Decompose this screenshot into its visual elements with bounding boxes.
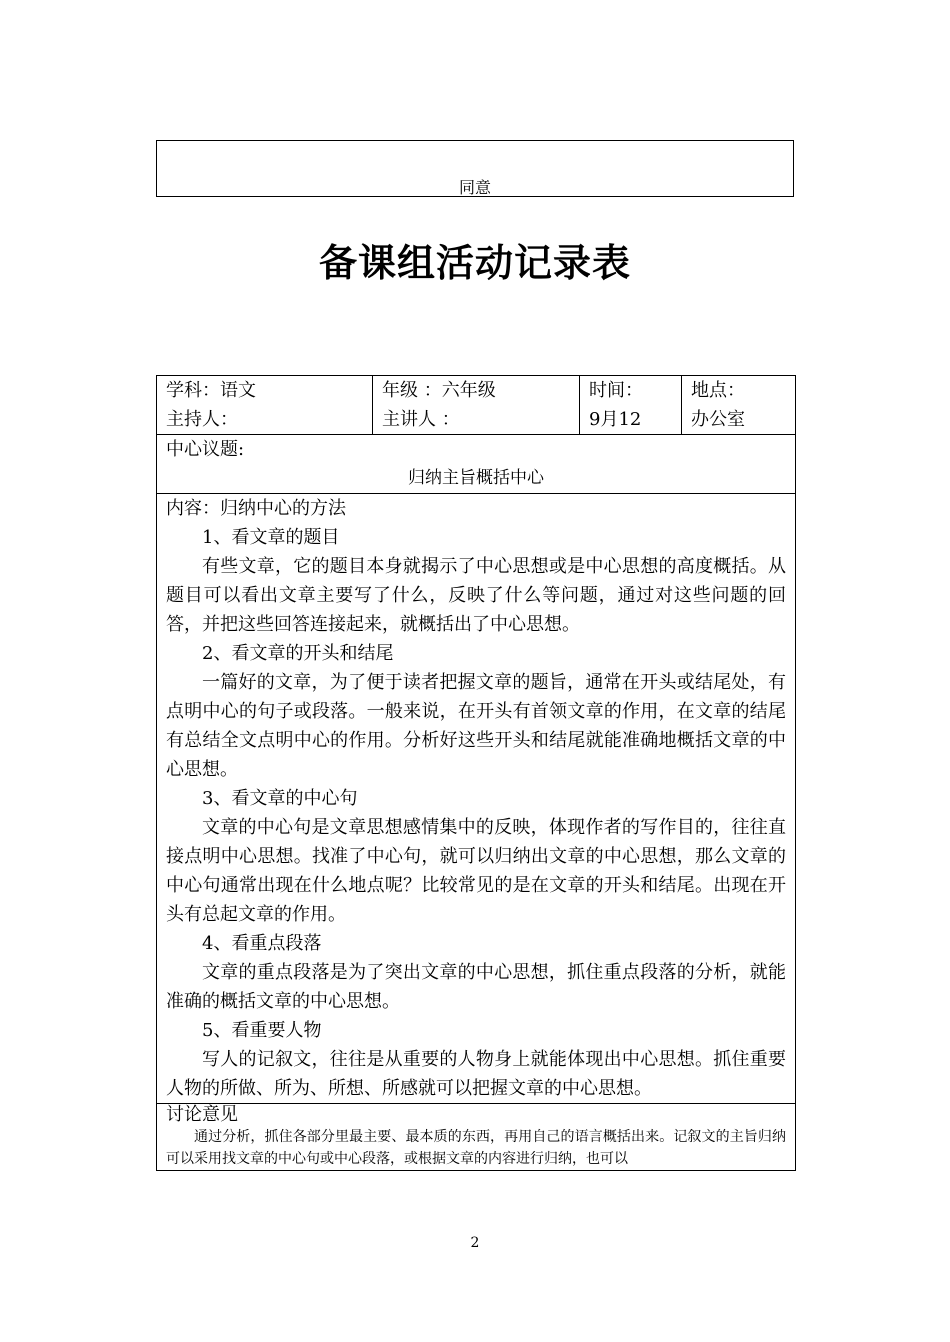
topic-row — [157, 435, 796, 494]
speaker-label: 主讲人 ： — [382, 409, 460, 430]
method-body: 写人的记叙文，往往是从重要的人物身上就能体现出中心思想。抓住重要人物的所做、所为、所想、所感就可以把握文章的中心思想。 — [166, 1049, 786, 1099]
method-body: 有些文章，它的题目本身就揭示了中心思想或是中心思想的高度概括。从题目可以看出文章主要写了什么，反映了什么等问题，通过对这些问题的回答，并把这些回答连接起来，就概括出了中心思想。 — [166, 556, 786, 635]
method-body: 一篇好的文章，为了便于读者把握文章的题旨，通常在开头或结尾处，有点明中心的句子或段落。一般来说，在开头有首领文章的作用，在文章的结尾有总结全文点明中心的作用。分析好这些开头和结尾就能准确地概括文章的中心思想。 — [166, 672, 786, 780]
method-body: 文章的中心句是文章思想感情集中的反映，体现作者的写作目的，往往直接点明中心思想。找准了中心句，就可以归纳出文章的中心思想，那么文章的中心句通常出现在什么地点呢？比较常见的是在文章的开头和结尾。出现在开头有总起文章的作用。 — [166, 817, 786, 925]
discussion-label: 讨论意见 — [166, 1104, 238, 1125]
method-title: 3、看文章的中心句 — [202, 788, 358, 809]
discussion-cell — [157, 1104, 796, 1171]
time-value: 9月12 — [589, 409, 642, 430]
approval-text: 同意 — [458, 178, 491, 197]
discussion-text: 通过分析，抓住各部分里最主要、最本质的东西，再用自己的语言概括出来。记叙文的主旨归纳可以采用找文章的中心句或中心段落，或根据文章的内容进行归纳，也可以 — [166, 1129, 786, 1167]
grade-speaker-cell — [373, 376, 580, 435]
info-row — [157, 376, 796, 435]
place-cell — [682, 376, 796, 435]
time-label: 时间： — [589, 380, 643, 401]
time-cell — [580, 376, 682, 435]
subject-label: 学科：语文 — [166, 380, 256, 401]
topic-cell — [157, 435, 796, 494]
place-label: 地点： — [691, 380, 745, 401]
host-label: 主持人： — [166, 409, 238, 430]
content-row — [157, 494, 796, 1104]
record-table — [156, 375, 796, 1171]
content-heading: 内容：归纳中心的方法 — [166, 498, 346, 519]
content-cell — [157, 494, 796, 1104]
method-body: 文章的重点段落是为了突出文章的中心思想，抓住重点段落的分析，就能准确的概括文章的中心思想。 — [166, 962, 786, 1012]
approval-box — [156, 140, 794, 197]
method-title: 1、看文章的题目 — [202, 527, 340, 548]
topic-label: 中心议题: — [166, 439, 245, 460]
method-title: 4、看重点段落 — [202, 933, 322, 954]
topic-value: 归纳主旨概括中心 — [408, 468, 544, 488]
page-number: 2 — [470, 1235, 480, 1251]
discussion-row — [157, 1104, 796, 1171]
place-value: 办公室 — [691, 409, 745, 430]
method-title: 2、看文章的开头和结尾 — [202, 643, 394, 664]
subject-host-cell — [157, 376, 373, 435]
method-title: 5、看重要人物 — [202, 1020, 322, 1041]
grade-label: 年级 ：六年级 — [382, 380, 496, 401]
document-title: 备课组活动记录表 — [318, 241, 631, 285]
